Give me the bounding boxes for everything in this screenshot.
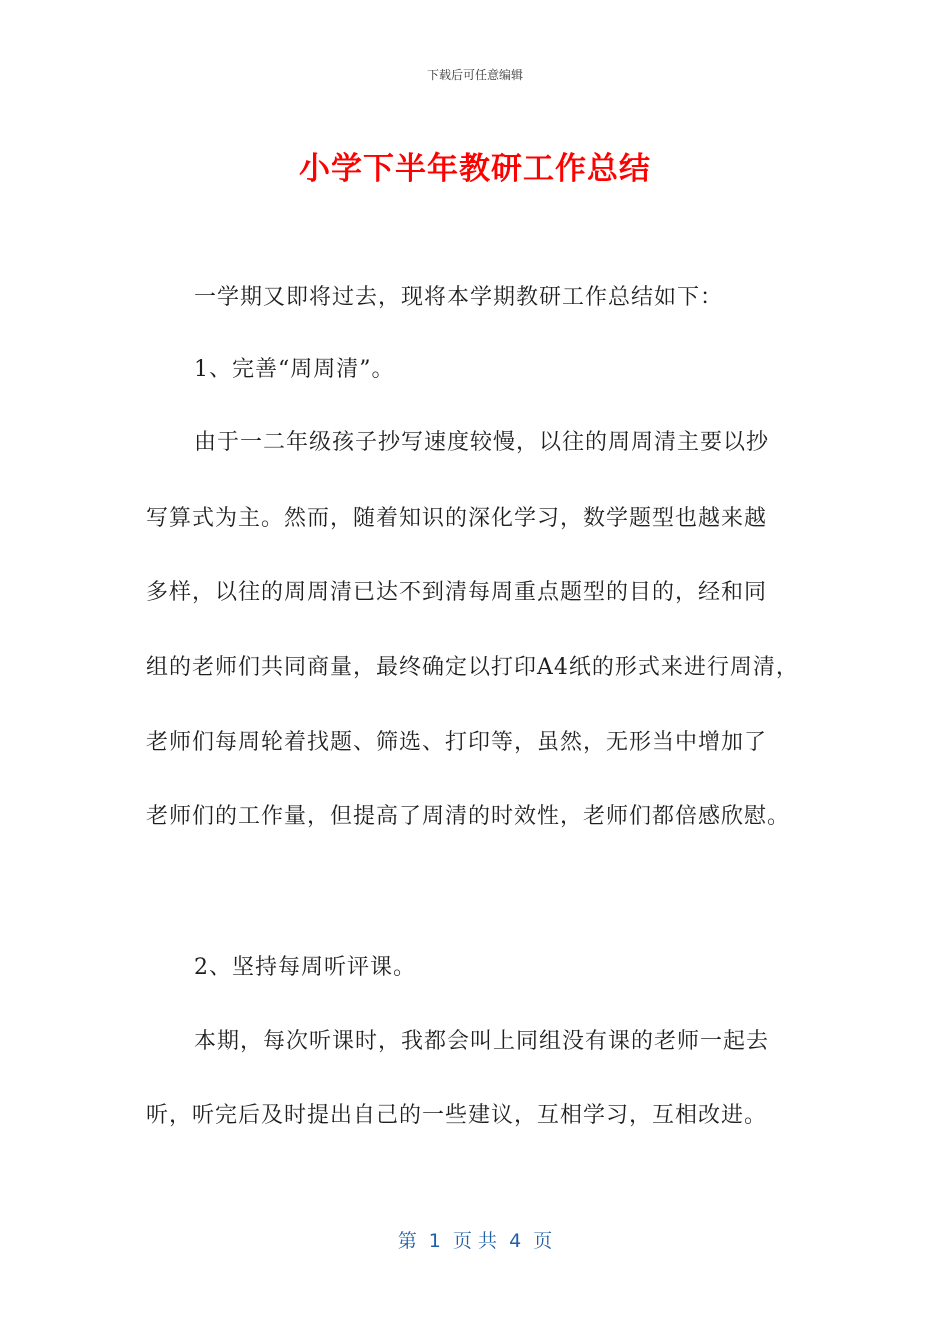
intro-paragraph: 一学期又即将过去，现将本学期教研工作总结如下： [194, 285, 724, 310]
section-1-line-5: 老师们每周轮着找题、筛选、打印等，虽然，无形当中增加了 [146, 730, 768, 755]
section-2-heading: 2、坚持每周听评课。 [194, 955, 416, 980]
section-1-line-2: 写算式为主。然而，随着知识的深化学习，数学题型也越来越 [146, 506, 768, 531]
document-title: 小学下半年教研工作总结 [299, 151, 651, 187]
section-1-line-3: 多样，以往的周周清已达不到清每周重点题型的目的，经和同 [146, 580, 768, 605]
page-number-footer: 第 1 页 共 4 页 [397, 1230, 553, 1252]
section-2-line-2: 听，听完后及时提出自己的一些建议，互相学习，互相改进。 [146, 1103, 768, 1128]
section-2-line-1: 本期，每次听课时，我都会叫上同组没有课的老师一起去 [194, 1029, 770, 1054]
header-note: 下载后可任意编辑 [426, 68, 523, 82]
section-1-line-6: 老师们的工作量，但提高了周清的时效性，老师们都倍感欣慰。 [146, 804, 791, 829]
section-1-line-1: 由于一二年级孩子抄写速度较慢，以往的周周清主要以抄 [194, 430, 770, 455]
section-1-heading: 1、完善“周周清”。 [194, 357, 395, 382]
section-1-line-4: 组的老师们共同商量，最终确定以打印A4纸的形式来进行周清， [146, 655, 799, 680]
